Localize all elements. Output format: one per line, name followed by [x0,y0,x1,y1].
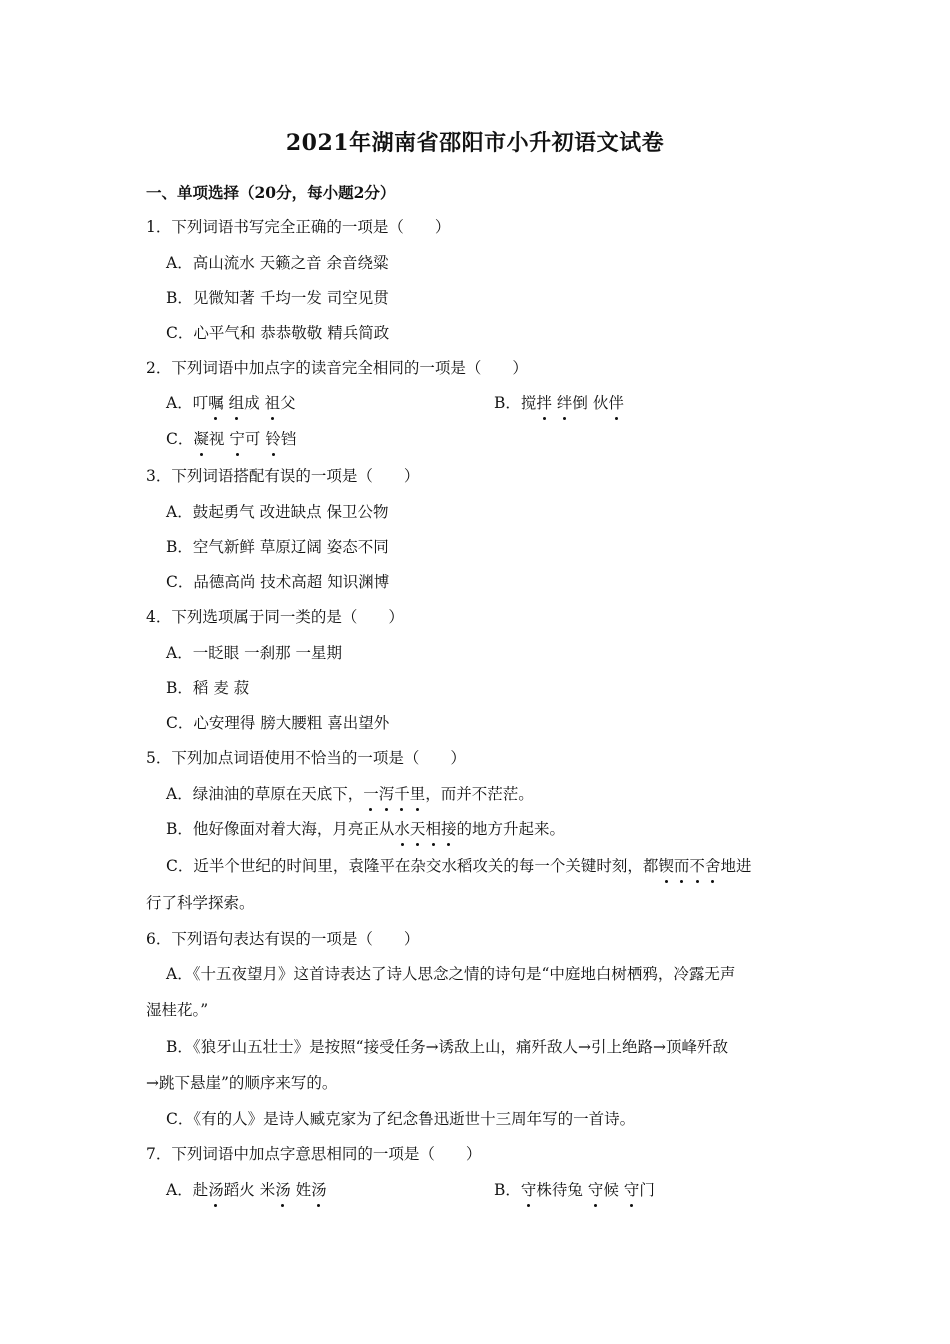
question-6-option-a-continued: 湿桂花。” [146,1001,209,1019]
question-5-option-c: C．近半个世纪的时间里，袁隆平在杂交水稻攻关的每一个关键时刻，都锲而不舍地进 [166,857,752,875]
dotted-char: 守 [520,1181,537,1199]
question-6-option-b: B．《狼牙山五壮士》是按照“接受任务→诱敌上山，痛歼敌人→引上绝路→顶峰歼敌 [166,1038,729,1056]
dotted-char: 祖 [264,394,281,412]
question-7-option-a: A．赴汤蹈火 米汤 姓汤 [166,1181,327,1199]
page-title: 2021年湖南省邵阳市小升初语文试卷 [285,130,665,156]
dotted-char: 不 [689,857,705,875]
dotted-char: 天 [409,820,426,838]
question-4-stem: 4．下列选项属于同一类的是（ ） [146,608,404,626]
question-2-option-c: C．凝视 宁可 铃铛 [166,430,297,448]
question-3-stem: 3．下列词语搭配有误的一项是（ ） [146,467,420,485]
dotted-char: 汤 [311,1181,327,1199]
dotted-char: 里 [409,785,426,803]
question-1-option-b: B．见微知著 千均一发 司空见贯 [166,289,389,307]
dotted-char: 凝 [193,430,209,448]
question-1-stem: 1．下列词语书写完全正确的一项是（ ） [146,218,451,236]
section-heading: 一、单项选择（20分，每小题2分） [146,183,396,202]
dotted-char: 汤 [208,1181,224,1199]
dotted-char: 铃 [265,430,281,448]
dotted-char: 组 [228,394,245,412]
dotted-char: 锲 [658,857,674,875]
question-1-option-c: C．心平气和 恭恭敬敬 精兵简政 [166,324,390,342]
question-2-option-a: A．叮嘱 组成 祖父 [166,394,296,412]
dotted-char: 泻 [378,785,395,803]
dotted-char: 守 [587,1181,604,1199]
question-7-stem: 7．下列词语中加点字意思相同的一项是（ ） [146,1145,482,1163]
dotted-char: 汤 [275,1181,291,1199]
question-4-option-a: A．一眨眼 一刹那 一星期 [166,644,343,662]
question-5-option-c-continued: 行了科学探索。 [146,894,255,912]
dotted-char: 拌 [536,394,552,412]
dotted-char: 接 [440,820,457,838]
dotted-char: 而 [673,857,690,875]
question-6-option-b-continued: →跳下悬崖”的顺序来写的。 [146,1074,338,1092]
dotted-char: 水 [394,820,410,838]
dotted-char: 嘱 [208,394,224,412]
question-7-option-b: B．守株待兔 守候 守门 [494,1181,655,1199]
question-3-option-b: B．空气新鲜 草原辽阔 姿态不同 [166,538,389,556]
dotted-char: 宁 [229,430,245,448]
dotted-char: 一 [363,785,379,803]
dotted-char: 守 [623,1181,640,1199]
dotted-char: 相 [425,820,441,838]
question-2-stem: 2．下列词语中加点字的读音完全相同的一项是（ ） [146,359,528,377]
dotted-char: 伴 [608,394,624,412]
question-2-option-b: B．搅拌 绊倒 伙伴 [494,394,624,412]
dotted-char: 绊 [556,394,573,412]
question-1-option-a: A．高山流水 天籁之音 余音绕粱 [166,254,389,272]
question-6-option-c: C．《有的人》是诗人臧克家为了纪念鲁迅逝世十三周年写的一首诗。 [166,1110,636,1128]
question-5-option-b: B．他好像面对着大海，月亮正从水天相接的地方升起来。 [166,820,565,838]
question-3-option-c: C．品德高尚 技术高超 知识渊博 [166,573,390,591]
question-4-option-b: B．稻 麦 菽 [166,679,250,697]
question-4-option-c: C．心安理得 膀大腰粗 喜出望外 [166,714,390,732]
dotted-char: 千 [394,785,410,803]
question-5-option-a: A．绿油油的草原在天底下，一泻千里，而并不茫茫。 [166,785,534,803]
question-3-option-a: A．鼓起勇气 改进缺点 保卫公物 [166,503,389,521]
question-6-option-a: A．《十五夜望月》这首诗表达了诗人思念之情的诗句是“中庭地白树栖鸦，冷露无声 [166,965,736,983]
dotted-char: 舍 [704,857,721,875]
question-5-stem: 5．下列加点词语使用不恰当的一项是（ ） [146,749,466,767]
question-6-stem: 6．下列语句表达有误的一项是（ ） [146,930,420,948]
